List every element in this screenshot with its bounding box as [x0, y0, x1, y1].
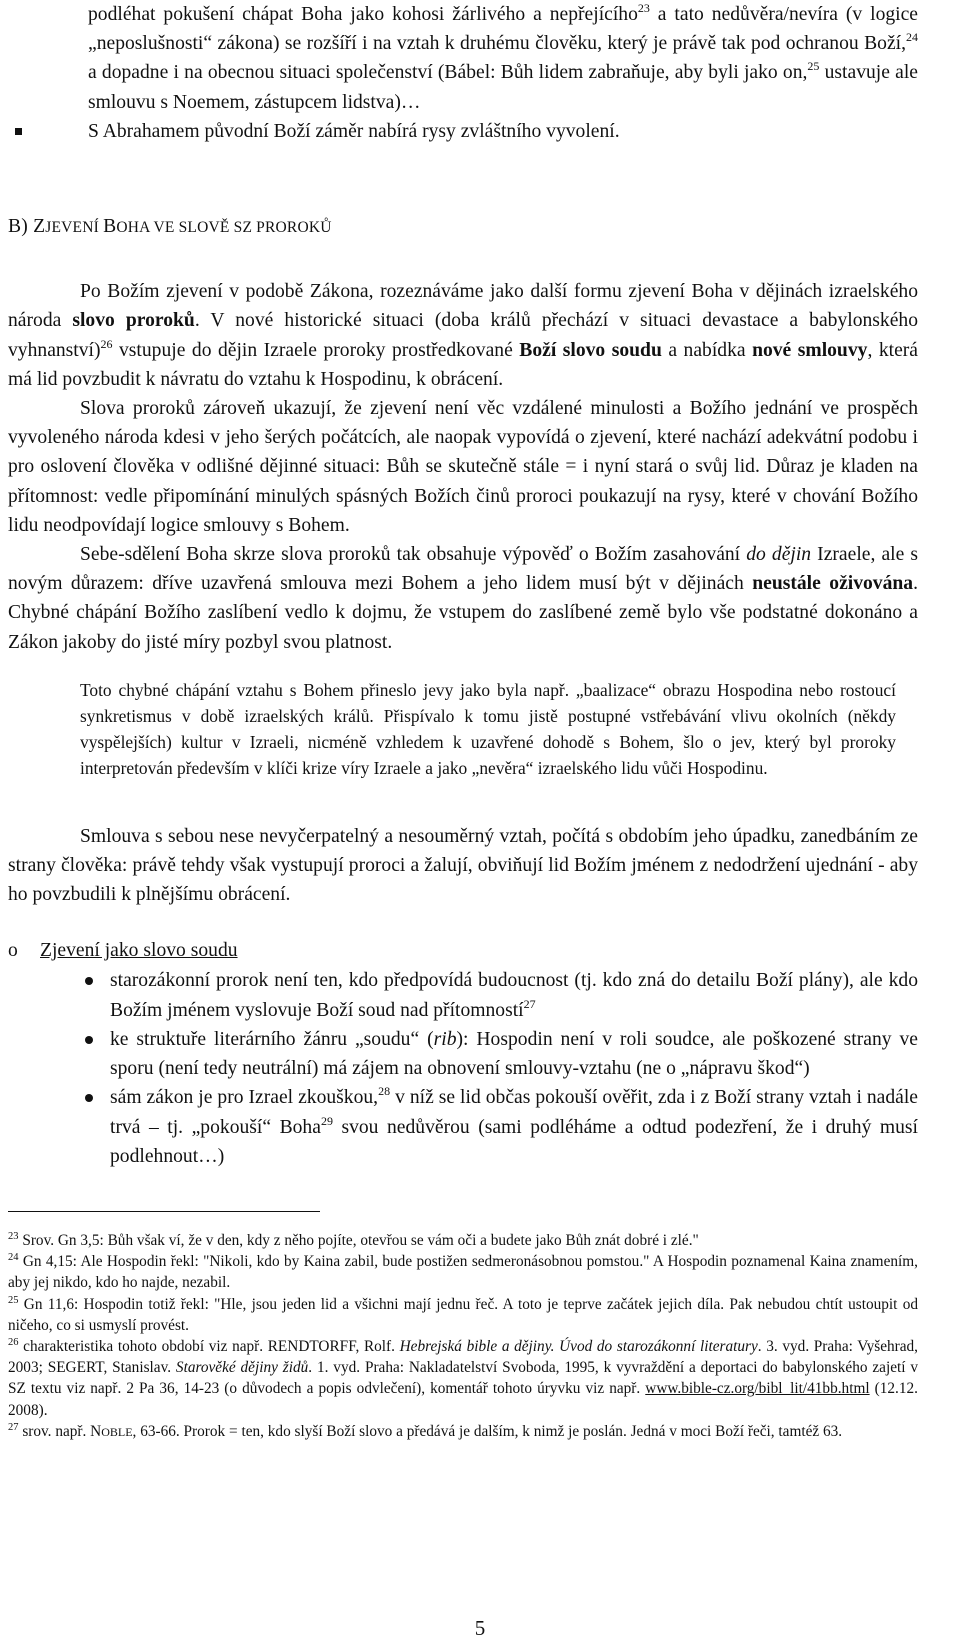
page-number: 5: [474, 1616, 486, 1640]
bold-term: Boží slovo soudu: [519, 339, 662, 361]
footnote-ref[interactable]: 28: [378, 1084, 391, 1099]
italic-term: do dějin: [746, 544, 812, 566]
list-item: [80, 1083, 918, 1171]
footnote-text: OBLE: [101, 1424, 133, 1439]
italic-term: rib: [433, 1028, 457, 1050]
footnote-text: Gn 11,6: Hospodin totiž řekl: "Hle, jsou jeden lid a všichni mají jednu řeč. A toto je teprve začátek jejich díla. Pak nebudou chtít ustoupit od ničeho, co si usmyslí provést.: [8, 1295, 918, 1334]
heading-part: B) Z: [8, 216, 46, 238]
intro-paragraph: [88, 0, 918, 117]
list-item: [80, 966, 918, 1024]
text-run: starozákonní prorok není ten, kdo předpovídá budoucnost (tj. kdo zná do detailu Boží plány), ale kdo Božím jménem vyslovuje Boží soud nad přítomností: [110, 970, 918, 1021]
footnote-24: [8, 1251, 918, 1293]
text-run: . Chybné chápání Božího zaslíbení vedlo k dojmu, že vstupem do zaslíbené země bylo vše podstatné dokonáno a Zákon jakoby do jisté míry pozbyl svou platnost.: [8, 573, 919, 653]
paragraph-prophets: [8, 277, 918, 394]
footnote-ref[interactable]: 25: [807, 59, 820, 74]
circle-bullet-icon: o: [8, 940, 18, 962]
intro-continuation: [8, 0, 918, 117]
heading-part: OHA VE SLOVĚ SZ PROROKŮ: [116, 219, 332, 237]
text-run: sám zákon je pro Izrael zkouškou,: [110, 1087, 379, 1109]
text-run: vstupuje do dějin Izraele proroky prostředkované: [112, 339, 520, 361]
footnote-ref[interactable]: 29: [320, 1113, 333, 1128]
footnote-number: 27: [8, 1421, 19, 1433]
footnote-26: [8, 1336, 918, 1421]
book-title: Starověké dějiny židů: [175, 1359, 309, 1377]
footnote-ref[interactable]: 24: [906, 30, 918, 45]
paragraph-covenant: Smlouva s sebou nese nevyčerpatelný a nesouměrný vztah, počítá s obdobím jeho úpadku, zanedbáním ze strany člověka: právě tehdy však vystupují proroci a žalují, obviňují lid Božím jménem z nedodržení ujednání - aby ho povzbudili k plnějšímu obrácení.: [8, 825, 918, 906]
footnote-text: (12.12. 2008).: [8, 1380, 918, 1419]
text-run: Sebe-sdělení Boha skrze slova proroků tak obsahuje výpověď o Božím zasahování: [80, 544, 747, 566]
book-title: Hebrejská bible a dějiny. Úvod do starozákonní literatury: [399, 1337, 758, 1355]
footnote-27: [8, 1421, 918, 1443]
text-run: ): Hospodin není v roli soudce, ale poškozené strany ve sporu (není tedy neutrální) má zájem na obnovení smlouvy-vztahu (ne o „nápravu škod“): [110, 1028, 918, 1080]
footnote-separator: [8, 1211, 320, 1212]
note-text: Toto chybné chápání vztahu s Bohem přineslo jevy jako byla např. „baalizace“ obrazu Hospodina nebo rostoucí synkretismus v době izraelských králů. Přispívalo k tomu jistě postupné vstřebávání vlivu okolních (někdy vyspělejších) kultur v Izraeli, nicméně vzhledem k uzavřené dohodě s Bohem, šlo o jev, který byl proroky interpretován především v klíči krize víry Izraele a jako „nevěra“ izraelského lidu vůči Hospodinu.: [80, 679, 896, 779]
bullet-text: S Abrahamem původní Boží záměr nabírá rysy zvláštního vyvolení.: [88, 120, 620, 142]
footnotes: [8, 1230, 918, 1443]
bold-term: neustále oživována: [752, 573, 914, 595]
indented-note: [80, 677, 896, 782]
footnote-number: 23: [8, 1230, 19, 1242]
text-run: . V nové historické situaci (doba králů přechází v situaci devastace a babylonského vyhnanství): [8, 310, 919, 361]
footnote-ref[interactable]: 27: [523, 996, 536, 1011]
square-bullet-item: [8, 117, 918, 146]
footnote-text: Srov. Gn 3,5: Bůh však ví, že v den, kdy z něho pojíte, otevřou se vám oči a budete jako Bůh znát dobré i zlé.": [18, 1231, 699, 1249]
heading-part: B: [103, 216, 117, 238]
paragraph-self-communication: [8, 540, 918, 657]
footnote-number: 24: [8, 1252, 19, 1264]
text-run: ustavuje ale smlouvu s Noemem, zástupcem lidstva)…: [88, 62, 918, 113]
text-run: a nabídka: [661, 339, 753, 361]
footnote-text: charakteristika tohoto období viz např. RENDTORFF, Rolf.: [18, 1337, 400, 1355]
footnote-text: , 63-66. Prorok = ten, kdo slyší Boží slovo a předává je dalším, k nimž je poslán. Jedná v moci Boží řeči, tamtéž 63.: [132, 1422, 843, 1440]
bold-term: slovo proroků: [72, 310, 195, 332]
paragraph-words-of-prophets: Slova proroků zároveň ukazují, že zjevení není věc vzdálené minulosti a Božího jednání ve prospěch vyvoleného národa kdesi v jeho šerých počátcích, ale naopak vypovídá o zjevení, které nachází adekvátní podobu i pro oslovení člověka v odlišné dějinné situaci: Bůh se skutečně stále = i nyní stará o svůj lid. Důraz je kladen na přítomnost: vedle připomínání minulých spásných Božích činů proroci poukazují na rysy, které v chování Božího lidu neodpovídají logice smlouvy s Bohem.: [8, 398, 918, 536]
footnote-number: 25: [8, 1294, 19, 1306]
footnote-link[interactable]: www.bible-cz.org/bibl_lit/41bb.html: [645, 1380, 870, 1398]
footnote-text: . 3. vyd. Praha: Vyšehrad, 2003; SEGERT, Stanislav.: [8, 1337, 918, 1377]
subsection-heading: [8, 936, 918, 965]
bullet-list: [80, 966, 918, 1170]
heading-part: JEVENÍ: [45, 219, 104, 237]
footnote-text: srov. např. N: [18, 1422, 102, 1440]
bullet-dot-icon: [85, 977, 93, 985]
subsection-title: Zjevení jako slovo soudu: [40, 940, 238, 962]
footnote-25: [8, 1294, 918, 1336]
text-run: svou nedůvěrou (sami podléháme a odtud podezření, že i druhý musí podlehnout…): [110, 1116, 918, 1167]
text-run: , která má lid povzbudit k návratu do vztahu k Hospodinu, k obrácení.: [8, 339, 918, 390]
footnote-ref[interactable]: 26: [100, 336, 113, 351]
square-bullet-icon: [8, 117, 88, 146]
text-run: a dopadne i na obecnou situaci společenství (Bábel: Bůh lidem zabraňuje, aby byli jako on,: [88, 62, 808, 84]
text-run: Izraele, ale s novým důrazem: dříve uzavřená smlouva mezi Bohem a jeho lidem musí být v dějinách: [8, 544, 919, 595]
text-run: v níž se lid občas pokouší ověřit, zda i z Boží strany vztah i nadále trvá – tj. „pokouší“ Boha: [110, 1087, 918, 1138]
footnote-text: . 1. vyd. Praha: Nakladatelství Svoboda, 1995, k vyvraždění a deportaci do babylonského zajetí v SZ textu viz např. 2 Pa 36, 14-23 (o důvodech a popis odvlečení), komentář tohoto úryvku viz např.: [8, 1359, 919, 1398]
footnote-ref[interactable]: 23: [637, 1, 650, 15]
text-run: Po Božím zjevení v podobě Zákona, rozeznáváme jako další formu zjevení Boha v dějinách izraelského národa: [8, 281, 918, 332]
footnote-number: 26: [8, 1336, 19, 1348]
list-item: [80, 1025, 918, 1083]
footnote-23: [8, 1230, 918, 1251]
text-run: a tato nedůvěra/nevíra (v logice „neposlušnosti“ zákona) se rozšíří i na vztah k druhému člověku, který je právě tak pod ochranou Boží,: [88, 4, 919, 55]
bold-term: nové smlouvy: [752, 339, 868, 361]
text-run: podléhat pokušení chápat Boha jako kohosi žárlivého a nepřejícího: [88, 4, 638, 25]
bullet-dot-icon: [85, 1036, 93, 1044]
section-heading: [8, 212, 918, 242]
text-run: ke struktuře literárního žánru „soudu“ (: [110, 1028, 434, 1050]
bullet-dot-icon: [85, 1094, 93, 1102]
footnote-text: Gn 4,15: Ale Hospodin řekl: "Nikoli, kdo by Kaina zabil, bude postižen sedmeronásobnou pomstou." A Hospodin poznamenal Kaina znamením, aby jej nikdo, kdo ho najde, nezabil.: [8, 1253, 918, 1292]
